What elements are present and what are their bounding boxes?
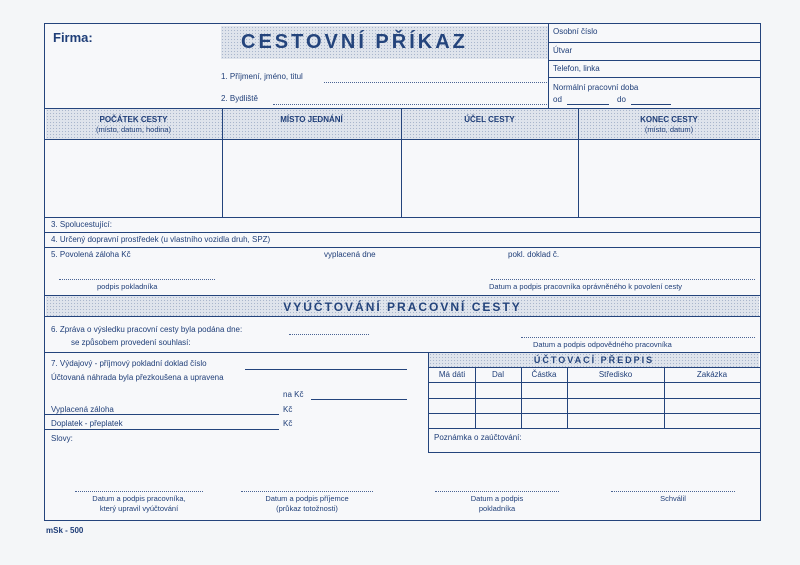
sig-line-cashier[interactable] <box>435 491 559 492</box>
acc-col-credit: Dal <box>491 370 504 379</box>
working-hours-label: Normální pracovní doba <box>553 83 639 92</box>
sig-recipient-2: (průkaz totožnosti) <box>276 504 338 513</box>
na-kc-label: na Kč <box>283 390 304 399</box>
responsible-sig-line[interactable] <box>521 337 755 338</box>
trip-col-end-sub: (místo, datum) <box>644 125 694 134</box>
acc-col-amount: Částka <box>531 370 557 379</box>
form-title: CESTOVNÍ PŘÍKAZ <box>241 31 468 53</box>
report-label: 6. Zpráva o výsledku pracovní cesty byla podána dne: <box>51 325 243 334</box>
accounting-title: ÚČTOVACÍ PŘEDPIS <box>533 355 655 365</box>
sig-approver-1: Schválil <box>660 494 686 503</box>
cashier-sig-line[interactable] <box>59 279 215 280</box>
trip-col-end <box>578 115 760 135</box>
right-box-border <box>548 24 549 108</box>
authorizer-sig-line[interactable] <box>491 279 755 280</box>
cashier-sig-label: podpis pokladníka <box>97 282 158 291</box>
trip-col-meeting <box>222 115 401 125</box>
na-kc-line[interactable] <box>311 399 407 400</box>
trip-col-purpose <box>401 115 578 125</box>
surcharge-label: Doplatek - přeplatek <box>51 419 123 428</box>
right-box-divider-3 <box>548 77 760 78</box>
settlement-header-bottom <box>45 316 760 317</box>
acc-col-order: Zakázka <box>696 370 728 379</box>
to-label: do <box>617 95 626 104</box>
residence-field-label: 2. Bydliště <box>221 94 258 103</box>
sig-cashier-1: Datum a podpis <box>470 494 524 503</box>
from-field-line[interactable] <box>567 104 609 105</box>
trip-col-start <box>45 115 222 135</box>
trip-col-start-label: POČÁTEK CESTY <box>99 115 168 124</box>
acc-row-3 <box>428 428 760 429</box>
transport-label: 4. Určený dopravní prostředek (u vlastního vozidla druh, SPZ) <box>51 235 271 244</box>
companions-label: 3. Spolucestující: <box>51 220 112 229</box>
surcharge-line[interactable] <box>45 429 279 430</box>
cash-doc-label: pokl. doklad č. <box>508 250 560 259</box>
company-label: Firma: <box>53 30 93 45</box>
travel-order-form <box>44 23 761 521</box>
row4-bottom <box>45 247 760 248</box>
sig-line-recipient[interactable] <box>241 491 373 492</box>
acc-row-2 <box>428 413 760 414</box>
paid-on-label: vyplacená dne <box>324 250 376 259</box>
advance-paid-line[interactable] <box>45 414 279 415</box>
cash-voucher-label: 7. Výdajový - příjmový pokladní doklad číslo <box>51 359 207 368</box>
advance-label: 5. Povolená záloha Kč <box>51 250 131 259</box>
accounting-box-bottom <box>428 452 760 453</box>
name-field-label: 1. Příjmení, jméno, titul <box>221 72 303 81</box>
row3-bottom <box>45 232 760 233</box>
acc-row-1 <box>428 398 760 399</box>
from-label: od <box>553 95 562 104</box>
sig-recipient-1: Datum a podpis příjemce <box>265 494 349 503</box>
advance-paid-label: Vyplacená záloha <box>51 405 114 414</box>
trip-table-bottom <box>45 217 760 218</box>
trip-col-meeting-label: MÍSTO JEDNÁNÍ <box>280 115 343 124</box>
cash-voucher-line[interactable] <box>245 369 407 370</box>
authorizer-sig-label: Datum a podpis pracovníka oprávněného k povolení cesty <box>489 282 683 291</box>
department-label: Útvar <box>553 46 573 55</box>
kc-label-2: Kč <box>283 419 293 428</box>
responsible-sig-label: Datum a podpis odpovědného pracovníka <box>533 340 672 349</box>
sig-cashier-2: pokladníka <box>478 504 516 513</box>
trip-col-purpose-label: ÚČEL CESTY <box>464 115 515 124</box>
form-code: mSk - 500 <box>46 526 84 535</box>
acc-col-debit: Má dáti <box>438 370 466 379</box>
sig-line-approver[interactable] <box>611 491 735 492</box>
right-box-divider-2 <box>548 60 760 61</box>
trip-table-header-bottom <box>45 139 760 140</box>
sig-line-reviewer[interactable] <box>75 491 203 492</box>
residence-field-line[interactable] <box>273 104 547 105</box>
agree-label: se způsobem provedení souhlasí: <box>71 338 191 347</box>
words-label: Slovy: <box>51 434 73 443</box>
kc-label-1: Kč <box>283 405 293 414</box>
trip-col-end-label: KONEC CESTY <box>640 115 698 124</box>
report-date-line[interactable] <box>289 334 369 335</box>
reviewed-label: Účtovaná náhrada byla přezkoušena a upravena <box>51 373 224 382</box>
personal-number-label: Osobní číslo <box>553 27 598 36</box>
sig-reviewer-1: Datum a podpis pracovníka, <box>92 494 186 503</box>
trip-col-start-sub: (místo, datum, hodina) <box>95 125 172 134</box>
settlement-title: VYÚČTOVÁNÍ PRACOVNÍ CESTY <box>283 300 522 314</box>
to-field-line[interactable] <box>631 104 671 105</box>
acc-header-bottom <box>428 382 760 383</box>
sig-reviewer-2: který upravil vyúčtování <box>99 504 179 513</box>
right-box-divider-1 <box>548 42 760 43</box>
phone-label: Telefon, linka <box>553 64 600 73</box>
acc-col-center: Středisko <box>598 370 633 379</box>
name-field-line[interactable] <box>324 82 547 83</box>
accounting-note-label: Poznámka o zaúčtování: <box>434 433 522 442</box>
accounting-title-bottom <box>428 367 760 368</box>
